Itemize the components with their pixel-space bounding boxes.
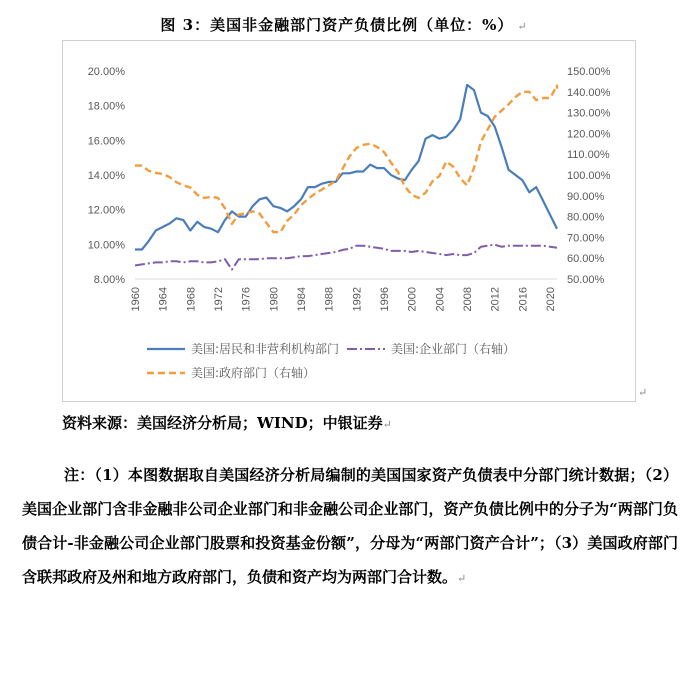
x-axis-tick-label: 2008 — [462, 287, 475, 312]
left-axis-tick-label: 16.00% — [87, 135, 125, 148]
right-axis-tick-label: 120.00% — [567, 128, 611, 141]
chart-return-mark: ↵ — [638, 386, 648, 399]
right-axis-tick-label: 50.00% — [567, 274, 605, 286]
left-axis-tick-label: 14.00% — [87, 170, 125, 182]
data-source-text: 资料来源：美国经济分析局；WIND；中银证券 — [62, 414, 383, 432]
left-axis-tick-label: 18.00% — [87, 100, 125, 113]
x-axis-tick-label: 2012 — [489, 287, 502, 312]
x-axis-tick-label: 1988 — [323, 287, 336, 312]
x-axis-tick-label: 1968 — [185, 287, 198, 312]
figure-title-text: 图 3：美国非金融部门资产负债比例（单位：%） — [160, 16, 514, 34]
x-axis-tick-label: 2000 — [406, 287, 419, 312]
note-return-mark: ↵ — [457, 572, 467, 585]
chart-svg — [63, 41, 635, 401]
right-axis-tick-label: 80.00% — [567, 211, 605, 224]
chart-area — [62, 40, 636, 402]
right-axis-tick-label: 70.00% — [567, 232, 605, 245]
legend-label-0: 美国:居民和非营利机构部门 — [191, 342, 340, 356]
left-axis-tick-label: 20.00% — [87, 66, 125, 78]
x-axis-tick-label: 1976 — [240, 287, 253, 312]
x-axis-tick-label: 1980 — [268, 287, 281, 312]
x-axis-tick-label: 1960 — [130, 287, 142, 312]
legend-label-2: 美国:政府部门（右轴） — [191, 366, 316, 380]
right-axis-tick-label: 130.00% — [567, 107, 611, 120]
x-axis-tick-label: 1984 — [296, 287, 309, 312]
note-paragraph — [22, 458, 678, 596]
note-text: 注：（1）本图数据取自美国经济分析局编制的美国国家资产负债表中分部门统计数据；（2）美国企业部门含非金融非公司企业部门和非金融公司企业部门，资产负债比例中的分子为“两部门负债合计-非金融公司企业部门股票和投资基金份额”，分母为“两部门资产合计”；（3）美国政府部门含联邦政府及州和地方政府部门，负债和资产均为两部门合计数。 — [22, 466, 678, 586]
legend-label-1: 美国:企业部门（右轴） — [391, 342, 516, 356]
left-axis-tick-label: 10.00% — [87, 239, 125, 252]
right-axis-tick-label: 150.00% — [567, 66, 611, 78]
figure-title — [0, 14, 688, 35]
x-axis-tick-label: 2020 — [545, 287, 558, 312]
left-axis-tick-label: 8.00% — [93, 274, 125, 286]
series-line-1 — [135, 245, 557, 270]
return-mark: ↵ — [517, 20, 528, 33]
x-axis-tick-label: 2016 — [517, 287, 530, 312]
right-axis-tick-label: 100.00% — [567, 170, 611, 182]
x-axis-tick-label: 1972 — [213, 287, 226, 312]
right-axis-tick-label: 110.00% — [567, 149, 610, 162]
series-line-2 — [135, 86, 557, 233]
right-axis-tick-label: 60.00% — [567, 253, 605, 266]
data-source — [62, 412, 392, 433]
series-line-0 — [135, 85, 557, 250]
x-axis-tick-label: 2004 — [434, 287, 447, 312]
source-return-mark: ↵ — [382, 418, 392, 431]
x-axis-tick-label: 1992 — [351, 287, 364, 312]
x-axis-tick-label: 1996 — [379, 287, 392, 312]
x-axis-tick-label: 1964 — [157, 287, 170, 312]
right-axis-tick-label: 90.00% — [567, 190, 605, 203]
left-axis-tick-label: 12.00% — [87, 204, 125, 217]
right-axis-tick-label: 140.00% — [567, 86, 611, 99]
